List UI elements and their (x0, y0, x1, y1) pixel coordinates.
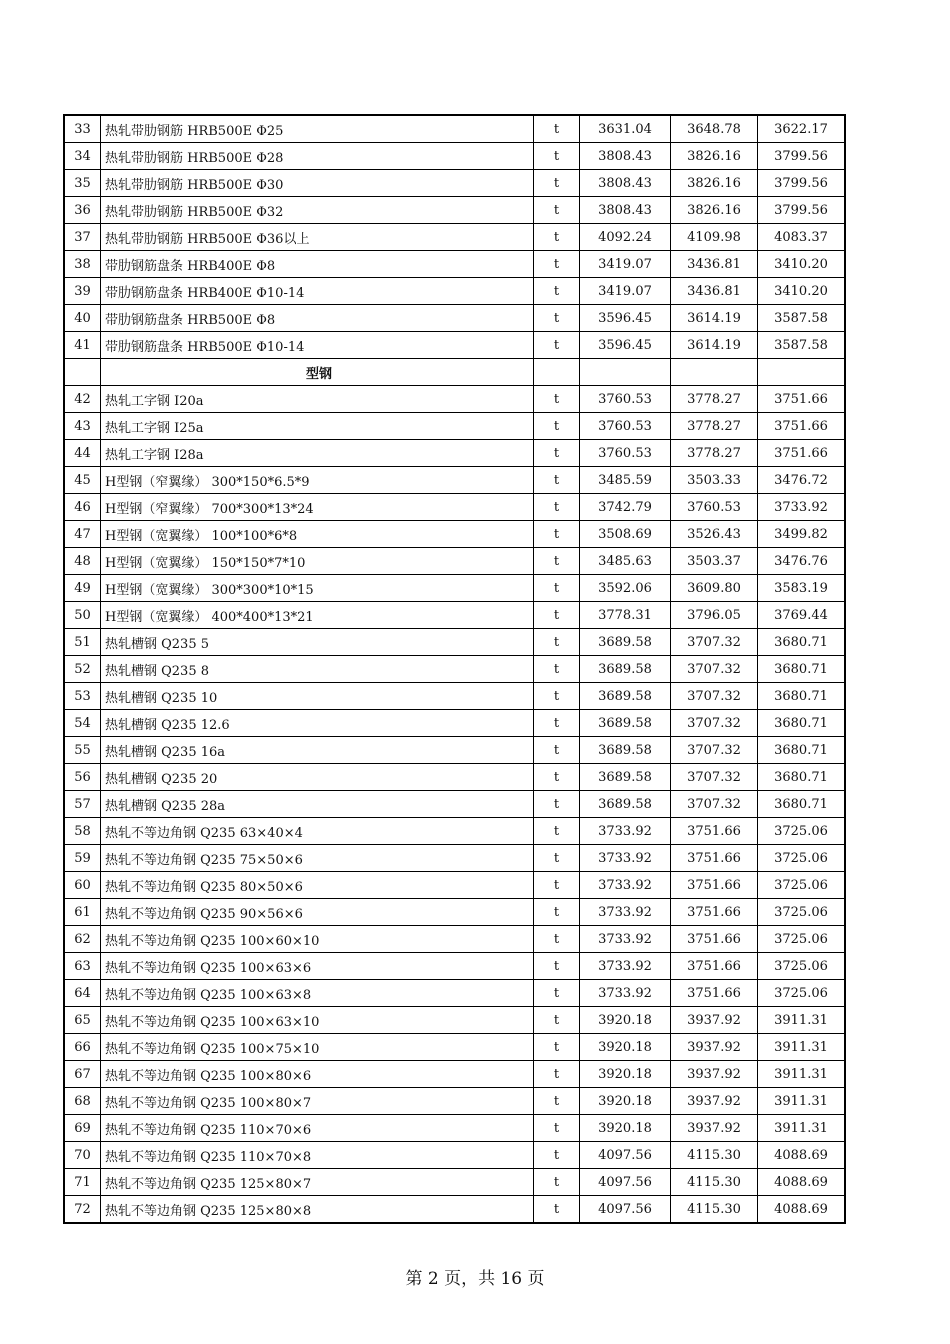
item-name-cell: 热轧不等边角钢 Q235 100×63×10 (101, 1007, 534, 1034)
price-3-cell: 4088.69 (758, 1196, 846, 1224)
price-3-cell: 3680.71 (758, 710, 846, 737)
unit-cell: t (534, 953, 580, 980)
price-3-cell: 3799.56 (758, 143, 846, 170)
item-name-cell: 热轧不等边角钢 Q235 100×63×8 (101, 980, 534, 1007)
price-3-cell: 4088.69 (758, 1142, 846, 1169)
table-row (64, 656, 845, 683)
price-2-cell: 3937.92 (671, 1007, 758, 1034)
table-row (64, 548, 845, 575)
unit-cell: t (534, 278, 580, 305)
table-row (64, 305, 845, 332)
price-1-cell: 3689.58 (580, 791, 671, 818)
price-1-cell: 3760.53 (580, 386, 671, 413)
table-row (64, 440, 845, 467)
table-row (64, 521, 845, 548)
item-name-cell: H型钢（窄翼缘） 700*300*13*24 (101, 494, 534, 521)
row-number-cell: 55 (64, 737, 101, 764)
price-2-cell: 3751.66 (671, 845, 758, 872)
unit-cell (534, 359, 580, 386)
price-1-cell: 3689.58 (580, 710, 671, 737)
item-name-cell: 热轧带肋钢筋 HRB500E Φ28 (101, 143, 534, 170)
price-3-cell: 3799.56 (758, 170, 846, 197)
price-1-cell: 3920.18 (580, 1034, 671, 1061)
price-2-cell: 3751.66 (671, 899, 758, 926)
price-1-cell: 3689.58 (580, 764, 671, 791)
item-name-cell: 带肋钢筋盘条 HRB500E Φ8 (101, 305, 534, 332)
price-2-cell: 3826.16 (671, 143, 758, 170)
unit-cell: t (534, 197, 580, 224)
unit-cell: t (534, 791, 580, 818)
item-name-cell: 热轧工字钢 I25a (101, 413, 534, 440)
row-number-cell: 67 (64, 1061, 101, 1088)
price-1-cell: 3689.58 (580, 683, 671, 710)
price-3-cell: 3725.06 (758, 872, 846, 899)
row-number-cell: 34 (64, 143, 101, 170)
item-name-cell: 热轧不等边角钢 Q235 100×80×6 (101, 1061, 534, 1088)
table-row (64, 899, 845, 926)
price-2-cell: 3760.53 (671, 494, 758, 521)
price-3-cell: 3725.06 (758, 818, 846, 845)
table-row (64, 1115, 845, 1142)
price-2-cell: 3503.33 (671, 467, 758, 494)
row-number-cell: 44 (64, 440, 101, 467)
price-3-cell: 3799.56 (758, 197, 846, 224)
item-name-cell: 热轧不等边角钢 Q235 90×56×6 (101, 899, 534, 926)
price-1-cell: 3419.07 (580, 251, 671, 278)
price-2-cell: 3707.32 (671, 737, 758, 764)
price-3-cell: 3751.66 (758, 386, 846, 413)
price-1-cell: 3733.92 (580, 872, 671, 899)
section-title: 型钢 (101, 359, 534, 386)
table-row (64, 980, 845, 1007)
price-2-cell: 3707.32 (671, 710, 758, 737)
row-number-cell: 42 (64, 386, 101, 413)
unit-cell: t (534, 413, 580, 440)
table-row (64, 953, 845, 980)
price-2-cell: 3503.37 (671, 548, 758, 575)
table-row (64, 467, 845, 494)
table-row (64, 1169, 845, 1196)
item-name-cell: 热轧不等边角钢 Q235 63×40×4 (101, 818, 534, 845)
price-3-cell: 3410.20 (758, 278, 846, 305)
price-3-cell: 3680.71 (758, 737, 846, 764)
item-name-cell: H型钢（宽翼缘） 100*100*6*8 (101, 521, 534, 548)
price-2-cell: 3796.05 (671, 602, 758, 629)
table-row (64, 926, 845, 953)
section-header-row (64, 359, 845, 386)
price-2-cell: 4115.30 (671, 1196, 758, 1224)
price-3-cell: 3587.58 (758, 332, 846, 359)
price-1-cell: 3760.53 (580, 413, 671, 440)
unit-cell: t (534, 629, 580, 656)
price-1-cell: 3419.07 (580, 278, 671, 305)
table-row (64, 872, 845, 899)
price-2-cell: 3751.66 (671, 926, 758, 953)
price-1-cell: 3733.92 (580, 818, 671, 845)
item-name-cell: H型钢（窄翼缘） 300*150*6.5*9 (101, 467, 534, 494)
price-2-cell: 3707.32 (671, 629, 758, 656)
price-2-cell: 3707.32 (671, 764, 758, 791)
price-1-cell: 3808.43 (580, 197, 671, 224)
unit-cell: t (534, 305, 580, 332)
price-2-cell: 3707.32 (671, 791, 758, 818)
row-number-cell: 41 (64, 332, 101, 359)
table-row (64, 197, 845, 224)
table-row (64, 791, 845, 818)
price-3-cell: 3476.72 (758, 467, 846, 494)
price-2-cell: 3648.78 (671, 115, 758, 143)
price-1-cell: 3596.45 (580, 305, 671, 332)
unit-cell: t (534, 224, 580, 251)
price-1-cell: 3733.92 (580, 926, 671, 953)
item-name-cell: 带肋钢筋盘条 HRB500E Φ10-14 (101, 332, 534, 359)
price-2-cell: 3707.32 (671, 656, 758, 683)
row-number-cell: 65 (64, 1007, 101, 1034)
price-1-cell: 3485.59 (580, 467, 671, 494)
price-1-cell: 3689.58 (580, 629, 671, 656)
row-number-cell: 46 (64, 494, 101, 521)
row-number-cell: 38 (64, 251, 101, 278)
row-number-cell: 66 (64, 1034, 101, 1061)
unit-cell: t (534, 1088, 580, 1115)
item-name-cell: 热轧槽钢 Q235 16a (101, 737, 534, 764)
price-2-cell: 4115.30 (671, 1142, 758, 1169)
price-1-cell: 3778.31 (580, 602, 671, 629)
item-name-cell: 热轧不等边角钢 Q235 100×75×10 (101, 1034, 534, 1061)
price-2-cell: 3778.27 (671, 386, 758, 413)
table-row (64, 1088, 845, 1115)
unit-cell: t (534, 980, 580, 1007)
price-3-cell: 3499.82 (758, 521, 846, 548)
price-1-cell: 3689.58 (580, 737, 671, 764)
price-3-cell: 3725.06 (758, 899, 846, 926)
price-3-cell: 3680.71 (758, 791, 846, 818)
row-number-cell: 39 (64, 278, 101, 305)
price-1-cell: 3733.92 (580, 980, 671, 1007)
table-row (64, 1142, 845, 1169)
item-name-cell: 热轧槽钢 Q235 10 (101, 683, 534, 710)
unit-cell: t (534, 386, 580, 413)
price-2-cell: 3751.66 (671, 872, 758, 899)
row-number-cell: 43 (64, 413, 101, 440)
price-3-cell: 4083.37 (758, 224, 846, 251)
table-row (64, 170, 845, 197)
price-3-cell: 3733.92 (758, 494, 846, 521)
price-1-cell: 3920.18 (580, 1088, 671, 1115)
row-number-cell: 70 (64, 1142, 101, 1169)
item-name-cell: H型钢（宽翼缘） 400*400*13*21 (101, 602, 534, 629)
price-3-cell (758, 359, 846, 386)
price-3-cell: 4088.69 (758, 1169, 846, 1196)
row-number-cell: 56 (64, 764, 101, 791)
unit-cell: t (534, 1007, 580, 1034)
unit-cell: t (534, 602, 580, 629)
unit-cell: t (534, 926, 580, 953)
item-name-cell: 热轧不等边角钢 Q235 125×80×8 (101, 1196, 534, 1224)
price-1-cell: 3485.63 (580, 548, 671, 575)
item-name-cell: 热轧槽钢 Q235 28a (101, 791, 534, 818)
unit-cell: t (534, 251, 580, 278)
unit-cell: t (534, 1196, 580, 1224)
row-number-cell: 62 (64, 926, 101, 953)
price-3-cell: 3622.17 (758, 115, 846, 143)
item-name-cell: 热轧不等边角钢 Q235 110×70×6 (101, 1115, 534, 1142)
price-2-cell: 3614.19 (671, 332, 758, 359)
table-row (64, 1061, 845, 1088)
unit-cell: t (534, 899, 580, 926)
item-name-cell: 热轧槽钢 Q235 12.6 (101, 710, 534, 737)
table-row (64, 737, 845, 764)
unit-cell: t (534, 818, 580, 845)
price-3-cell: 3911.31 (758, 1088, 846, 1115)
price-1-cell: 3808.43 (580, 143, 671, 170)
price-3-cell: 3410.20 (758, 251, 846, 278)
unit-cell: t (534, 548, 580, 575)
price-2-cell (671, 359, 758, 386)
row-number-cell: 48 (64, 548, 101, 575)
row-number-cell: 54 (64, 710, 101, 737)
row-number-cell: 53 (64, 683, 101, 710)
table-row (64, 115, 845, 143)
item-name-cell: 热轧工字钢 I28a (101, 440, 534, 467)
table-row (64, 683, 845, 710)
table-row (64, 251, 845, 278)
table-row (64, 602, 845, 629)
row-number-cell: 37 (64, 224, 101, 251)
unit-cell: t (534, 1142, 580, 1169)
unit-cell: t (534, 845, 580, 872)
item-name-cell: 热轧不等边角钢 Q235 80×50×6 (101, 872, 534, 899)
price-3-cell: 3911.31 (758, 1115, 846, 1142)
unit-cell: t (534, 494, 580, 521)
unit-cell: t (534, 170, 580, 197)
item-name-cell: 热轧槽钢 Q235 8 (101, 656, 534, 683)
unit-cell: t (534, 872, 580, 899)
price-3-cell: 3680.71 (758, 656, 846, 683)
unit-cell: t (534, 143, 580, 170)
price-2-cell: 3436.81 (671, 278, 758, 305)
price-3-cell: 3911.31 (758, 1061, 846, 1088)
item-name-cell: 热轧槽钢 Q235 5 (101, 629, 534, 656)
row-number-cell: 40 (64, 305, 101, 332)
price-2-cell: 4115.30 (671, 1169, 758, 1196)
row-number-cell: 51 (64, 629, 101, 656)
price-2-cell: 3937.92 (671, 1061, 758, 1088)
price-1-cell: 4097.56 (580, 1196, 671, 1224)
price-1-cell: 3760.53 (580, 440, 671, 467)
price-3-cell: 3751.66 (758, 440, 846, 467)
price-3-cell: 3587.58 (758, 305, 846, 332)
table-row (64, 764, 845, 791)
price-2-cell: 3751.66 (671, 818, 758, 845)
price-2-cell: 4109.98 (671, 224, 758, 251)
price-2-cell: 3778.27 (671, 440, 758, 467)
row-number-cell: 69 (64, 1115, 101, 1142)
row-number-cell: 57 (64, 791, 101, 818)
table-row (64, 629, 845, 656)
price-1-cell: 3733.92 (580, 845, 671, 872)
unit-cell: t (534, 440, 580, 467)
row-number-cell: 33 (64, 115, 101, 143)
price-1-cell (580, 359, 671, 386)
item-name-cell: 热轧带肋钢筋 HRB500E Φ36以上 (101, 224, 534, 251)
row-number-cell: 71 (64, 1169, 101, 1196)
price-2-cell: 3826.16 (671, 197, 758, 224)
item-name-cell: 热轧不等边角钢 Q235 100×60×10 (101, 926, 534, 953)
price-3-cell: 3725.06 (758, 980, 846, 1007)
price-3-cell: 3583.19 (758, 575, 846, 602)
row-number-cell: 58 (64, 818, 101, 845)
row-number-cell (64, 359, 101, 386)
item-name-cell: H型钢（宽翼缘） 150*150*7*10 (101, 548, 534, 575)
price-1-cell: 3808.43 (580, 170, 671, 197)
price-3-cell: 3911.31 (758, 1034, 846, 1061)
price-2-cell: 3609.80 (671, 575, 758, 602)
price-1-cell: 3920.18 (580, 1007, 671, 1034)
price-1-cell: 4097.56 (580, 1169, 671, 1196)
price-1-cell: 4092.24 (580, 224, 671, 251)
unit-cell: t (534, 521, 580, 548)
row-number-cell: 35 (64, 170, 101, 197)
price-2-cell: 3778.27 (671, 413, 758, 440)
item-name-cell: 热轧工字钢 I20a (101, 386, 534, 413)
price-table (63, 114, 846, 1224)
unit-cell: t (534, 575, 580, 602)
unit-cell: t (534, 1169, 580, 1196)
item-name-cell: 带肋钢筋盘条 HRB400E Φ10-14 (101, 278, 534, 305)
table-row (64, 278, 845, 305)
item-name-cell: 热轧不等边角钢 Q235 100×80×7 (101, 1088, 534, 1115)
row-number-cell: 47 (64, 521, 101, 548)
unit-cell: t (534, 332, 580, 359)
row-number-cell: 72 (64, 1196, 101, 1224)
item-name-cell: 热轧不等边角钢 Q235 110×70×8 (101, 1142, 534, 1169)
row-number-cell: 36 (64, 197, 101, 224)
price-2-cell: 3614.19 (671, 305, 758, 332)
row-number-cell: 63 (64, 953, 101, 980)
price-2-cell: 3751.66 (671, 953, 758, 980)
price-2-cell: 3707.32 (671, 683, 758, 710)
table-row (64, 818, 845, 845)
price-3-cell: 3680.71 (758, 683, 846, 710)
price-1-cell: 3733.92 (580, 953, 671, 980)
price-3-cell: 3476.76 (758, 548, 846, 575)
table-row (64, 710, 845, 737)
price-2-cell: 3937.92 (671, 1034, 758, 1061)
table-row (64, 386, 845, 413)
price-1-cell: 3592.06 (580, 575, 671, 602)
price-1-cell: 3631.04 (580, 115, 671, 143)
price-2-cell: 3937.92 (671, 1115, 758, 1142)
price-3-cell: 3751.66 (758, 413, 846, 440)
table-row (64, 1007, 845, 1034)
page-footer: 第 2 页，共 16 页 (405, 1269, 545, 1289)
price-1-cell: 4097.56 (580, 1142, 671, 1169)
unit-cell: t (534, 1061, 580, 1088)
item-name-cell: 热轧不等边角钢 Q235 125×80×7 (101, 1169, 534, 1196)
table-row (64, 1196, 845, 1224)
row-number-cell: 59 (64, 845, 101, 872)
table-row (64, 224, 845, 251)
item-name-cell: 热轧带肋钢筋 HRB500E Φ32 (101, 197, 534, 224)
table-row (64, 575, 845, 602)
table-row (64, 494, 845, 521)
price-2-cell: 3436.81 (671, 251, 758, 278)
price-3-cell: 3680.71 (758, 629, 846, 656)
unit-cell: t (534, 656, 580, 683)
row-number-cell: 68 (64, 1088, 101, 1115)
row-number-cell: 50 (64, 602, 101, 629)
item-name-cell: 带肋钢筋盘条 HRB400E Φ8 (101, 251, 534, 278)
unit-cell: t (534, 1034, 580, 1061)
row-number-cell: 49 (64, 575, 101, 602)
price-3-cell: 3769.44 (758, 602, 846, 629)
table-row (64, 143, 845, 170)
item-name-cell: 热轧带肋钢筋 HRB500E Φ25 (101, 115, 534, 143)
item-name-cell: 热轧不等边角钢 Q235 100×63×6 (101, 953, 534, 980)
price-3-cell: 3725.06 (758, 926, 846, 953)
row-number-cell: 52 (64, 656, 101, 683)
price-3-cell: 3725.06 (758, 953, 846, 980)
price-1-cell: 3596.45 (580, 332, 671, 359)
price-1-cell: 3508.69 (580, 521, 671, 548)
price-table-body (64, 115, 845, 1223)
price-2-cell: 3826.16 (671, 170, 758, 197)
table-row (64, 1034, 845, 1061)
price-3-cell: 3680.71 (758, 764, 846, 791)
row-number-cell: 45 (64, 467, 101, 494)
price-1-cell: 3920.18 (580, 1115, 671, 1142)
price-1-cell: 3733.92 (580, 899, 671, 926)
price-1-cell: 3742.79 (580, 494, 671, 521)
row-number-cell: 60 (64, 872, 101, 899)
table-row (64, 845, 845, 872)
unit-cell: t (534, 737, 580, 764)
row-number-cell: 61 (64, 899, 101, 926)
table-row (64, 332, 845, 359)
row-number-cell: 64 (64, 980, 101, 1007)
price-2-cell: 3751.66 (671, 980, 758, 1007)
table-row (64, 413, 845, 440)
price-2-cell: 3526.43 (671, 521, 758, 548)
unit-cell: t (534, 710, 580, 737)
item-name-cell: H型钢（宽翼缘） 300*300*10*15 (101, 575, 534, 602)
price-3-cell: 3725.06 (758, 845, 846, 872)
price-3-cell: 3911.31 (758, 1007, 846, 1034)
unit-cell: t (534, 115, 580, 143)
unit-cell: t (534, 764, 580, 791)
price-1-cell: 3689.58 (580, 656, 671, 683)
unit-cell: t (534, 467, 580, 494)
item-name-cell: 热轧槽钢 Q235 20 (101, 764, 534, 791)
unit-cell: t (534, 1115, 580, 1142)
price-1-cell: 3920.18 (580, 1061, 671, 1088)
item-name-cell: 热轧带肋钢筋 HRB500E Φ30 (101, 170, 534, 197)
price-2-cell: 3937.92 (671, 1088, 758, 1115)
unit-cell: t (534, 683, 580, 710)
item-name-cell: 热轧不等边角钢 Q235 75×50×6 (101, 845, 534, 872)
